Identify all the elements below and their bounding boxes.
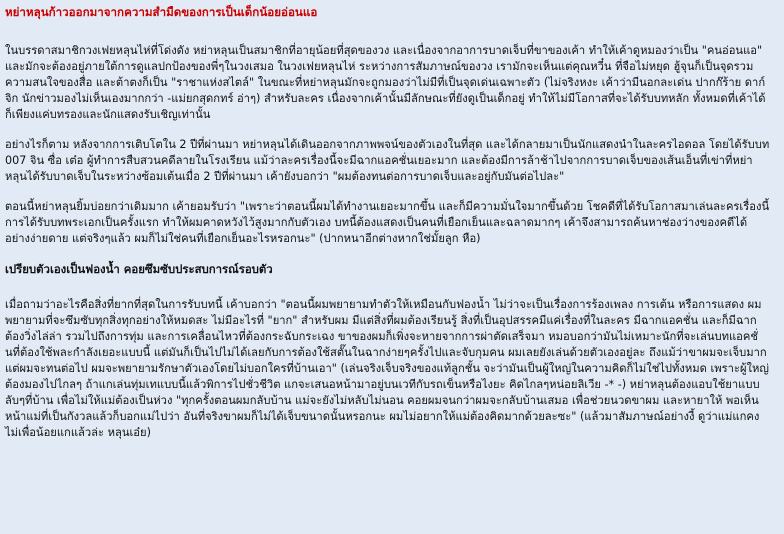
article-paragraph: ตอนนี้หย่าหลุนยิ้มบ่อยกว่าเดิมมาก เค้ายอมรับว่า "เพราะว่าตอนนี้ผมได้ทำงานเยอะมากขึ้น และก็มีความมั่นใจมากขึ้นด้วย โชคดีที่ได้รับโอกาสมาเล่นละครเรื่องนี้ การได้รับบทพระเอกเป็นครั้งแรก ทำให้ผมคาดหวังไว้สูงมากกับตัวเอง บทนี้ต้องแสดงเป็นคนที่เยือกเย็นและฉลาดมากๆ เค้าจึงสามารถค้นหาช่องว่างของคดีได้อย่างง่ายดาย แต่จริงๆแล้ว ผมก็ไม่ใช่คนที่เยือกเย็นอะไรหรอกนะ" (ปากหนาอีกต่างหากใช่มั้ยลูก หือ) <box>5 200 770 245</box>
article-paragraph: เมื่อถามว่าอะไรคือสิ่งที่ยากที่สุดในการรับบทนี้ เค้าบอกว่า "ตอนนี้ผมพยายามทำตัวให้เหมือนกับฟองน้ำ ไม่ว่าจะเป็นเรื่องการร้องเพลง การเต้น หรือการแสดง ผมพยายามที่จะซึมซับทุกสิ่งทุกอย่างให้หมดสะ ไม่มีอะไรที่ "ยาก" สำหรับผม มีแต่สิ่งที่ผมต้องเรียนรู้ สิ่งที่เป็นอุปสรรคมีแค่เรื่องที่ในละคร มีฉากแอคชั่น และก็มีฉากต้องวิ่งไล่ล่า รวมไปถึงการทุ่ม และการเคลื่อนไหวที่ต้องกระฉับกระเฉง ขาของผมก็เพิ่งจะหายจากการผ่าตัดเสร็จมา หมอบอกว่ามันไม่เหมาะนักที่จะเล่นบทแอคชั่นที่ต้องใช้พละกำลังเยอะแบบนี้ แต่มันก็เป็นไปไม่ได้เลยกับการต้องใช้สตั๊นในฉากง่ายๆครั้งไปและจับกุมคน ผมเลยยังเล่นด้วยตัวเองอยู่ละ ถึงแม้ว่าขาผมจะเจ็บมาก แต่ผมจะทนต่อไป ผมจะพยายามรักษาตัวเองโดยไม่บอกใครที่บ้านเอา" (เล่นจริงเจ็บจริงของแท้ลูกชั้น จะว่ามันเป็นผู้ใหญ่ในความคิดก็ไม่ใช่ไปทั้งหมด เพราะผู้ใหญ่ต้องมองไปไกลๆ ถ้าแกเล่นทุ่มเทแบบนี้แล้วพิการไปชั่วชีวิต แกจะเสนอหน้ามาอยู่บนเวทีกับรถเข็นหรือไงยะ คิดไกลๆหน่อยลิเวีย -* -) หย่าหลุนต้องแอบใช้ยาแบบลับๆที่บ้าน เพื่อไม่ให้แม่ต้องเป็นห่วง "ทุกครั้งตอนผมกลับบ้าน แม่จะยังไม่หลับไม่นอน คอยผมจนกว่าผมจะกลับบ้านเสมอ เพื่อช่วยนวดขาผม และหายาให้ พอเห็นหน้าแม่ที่เป็นกังวลแล้วก็บอกแม่ไปว่า อันที่จริงขาผมก็ไม่ได้เจ็บขนาดนั้นหรอกนะ ผมไม่อยากให้แม่ต้องคิดมากด้วยละซะ" (แล้วมาสัมภาษณ์อย่างงี้ ดูว่าแม่แกคงไม่เพื่อน้อยแกแล้วล่ะ หลุนเอ๋ย) <box>5 298 769 439</box>
article-paragraph: อย่างไรก็ตาม หลังจากการเติบโตใน 2 ปีที่ผ่านมา หย่าหลุนได้เดินออกจากภาพพจน์ของตัวเองในที่สุด และได้กลายมาเป็นนักแสดงนำในละครไอดอล โดยได้รับบท 007 จิน ซื่อ เต๋อ ผู้ทำการสืบสวนคดีลายในโรงเรียน แม้ว่าละครเรื่องนี้จะมีฉากแอคชั่นเยอะมาก และต้องมีการล้าช้าไปจากการบาดเจ็บของเส้นเอ็นที่เข่าที่หย่าหลุนได้รับบาดเจ็บในระหว่างซ้อมเต้นเมื่อ 2 ปีที่ผ่านมา เค้ายังบอกว่า "ผมต้องทนต่อการบาดเจ็บและอยู่กับมันต่อไปละ" <box>5 138 770 183</box>
article-paragraph: ในบรรดาสมาชิกวงเฟยหลุนไห่ที่โด่งดัง หย่าหลุนเป็นสมาชิกที่อายุน้อยที่สุดของวง และเนื่องจากอาการบาดเจ็บที่ขาของเค้า ทำให้เค้าดูหมองว่าเป็น "คนอ่อนแอ" และมักจะต้องอยู่ภายใต้การดูแลปกป้องของพี่ๆในวงเสมอ ในวงเฟยหลุนไห่ ระหว่างการสัมภาษณ์ของวง เรามักจะเห็นแต่คุณหวี๋น ที่จือไม่หยุด ฮู้จุนก็เป็นจุดรวมความสนใจของสื่อ และต้าตงก็เป็น "ราชาแห่งสไตล์" ในขณะที่หย่าหลุนมักจะถูกมองว่าไม่มีที่เป็นจุดเด่นเฉพาะตัว (ไม่จริงหงะ เค้าว่ามีนอกละเด่น ปากก๊ร้าย ดาก์จิก นักข่าวมองไม่เห็นเองมากกว่า -แม่ยกสุดกทร์ อ่าๆ) สำหรับละคร เนื่องจากเค้านั้นมีลักษณะที่ยังดูเป็นเด็กอยู่ ทำให้ไม่มีโอกาสที่จะได้รับบทหลัก ทั้งหมดที่เค้าได้ ก็เพียงแค่บทรองและนักแสดงรับเชิญเท่านั้น <box>5 44 766 121</box>
section-heading: เปรียบตัวเองเป็นฟองน้ำ คอยซึมซับประสบการณ์รอบตัว <box>5 262 273 276</box>
article-title: หย่าหลุนก้าวออกมาจากความสำมืดของการเป็นเด็กน้อยอ่อนแอ <box>5 5 318 19</box>
